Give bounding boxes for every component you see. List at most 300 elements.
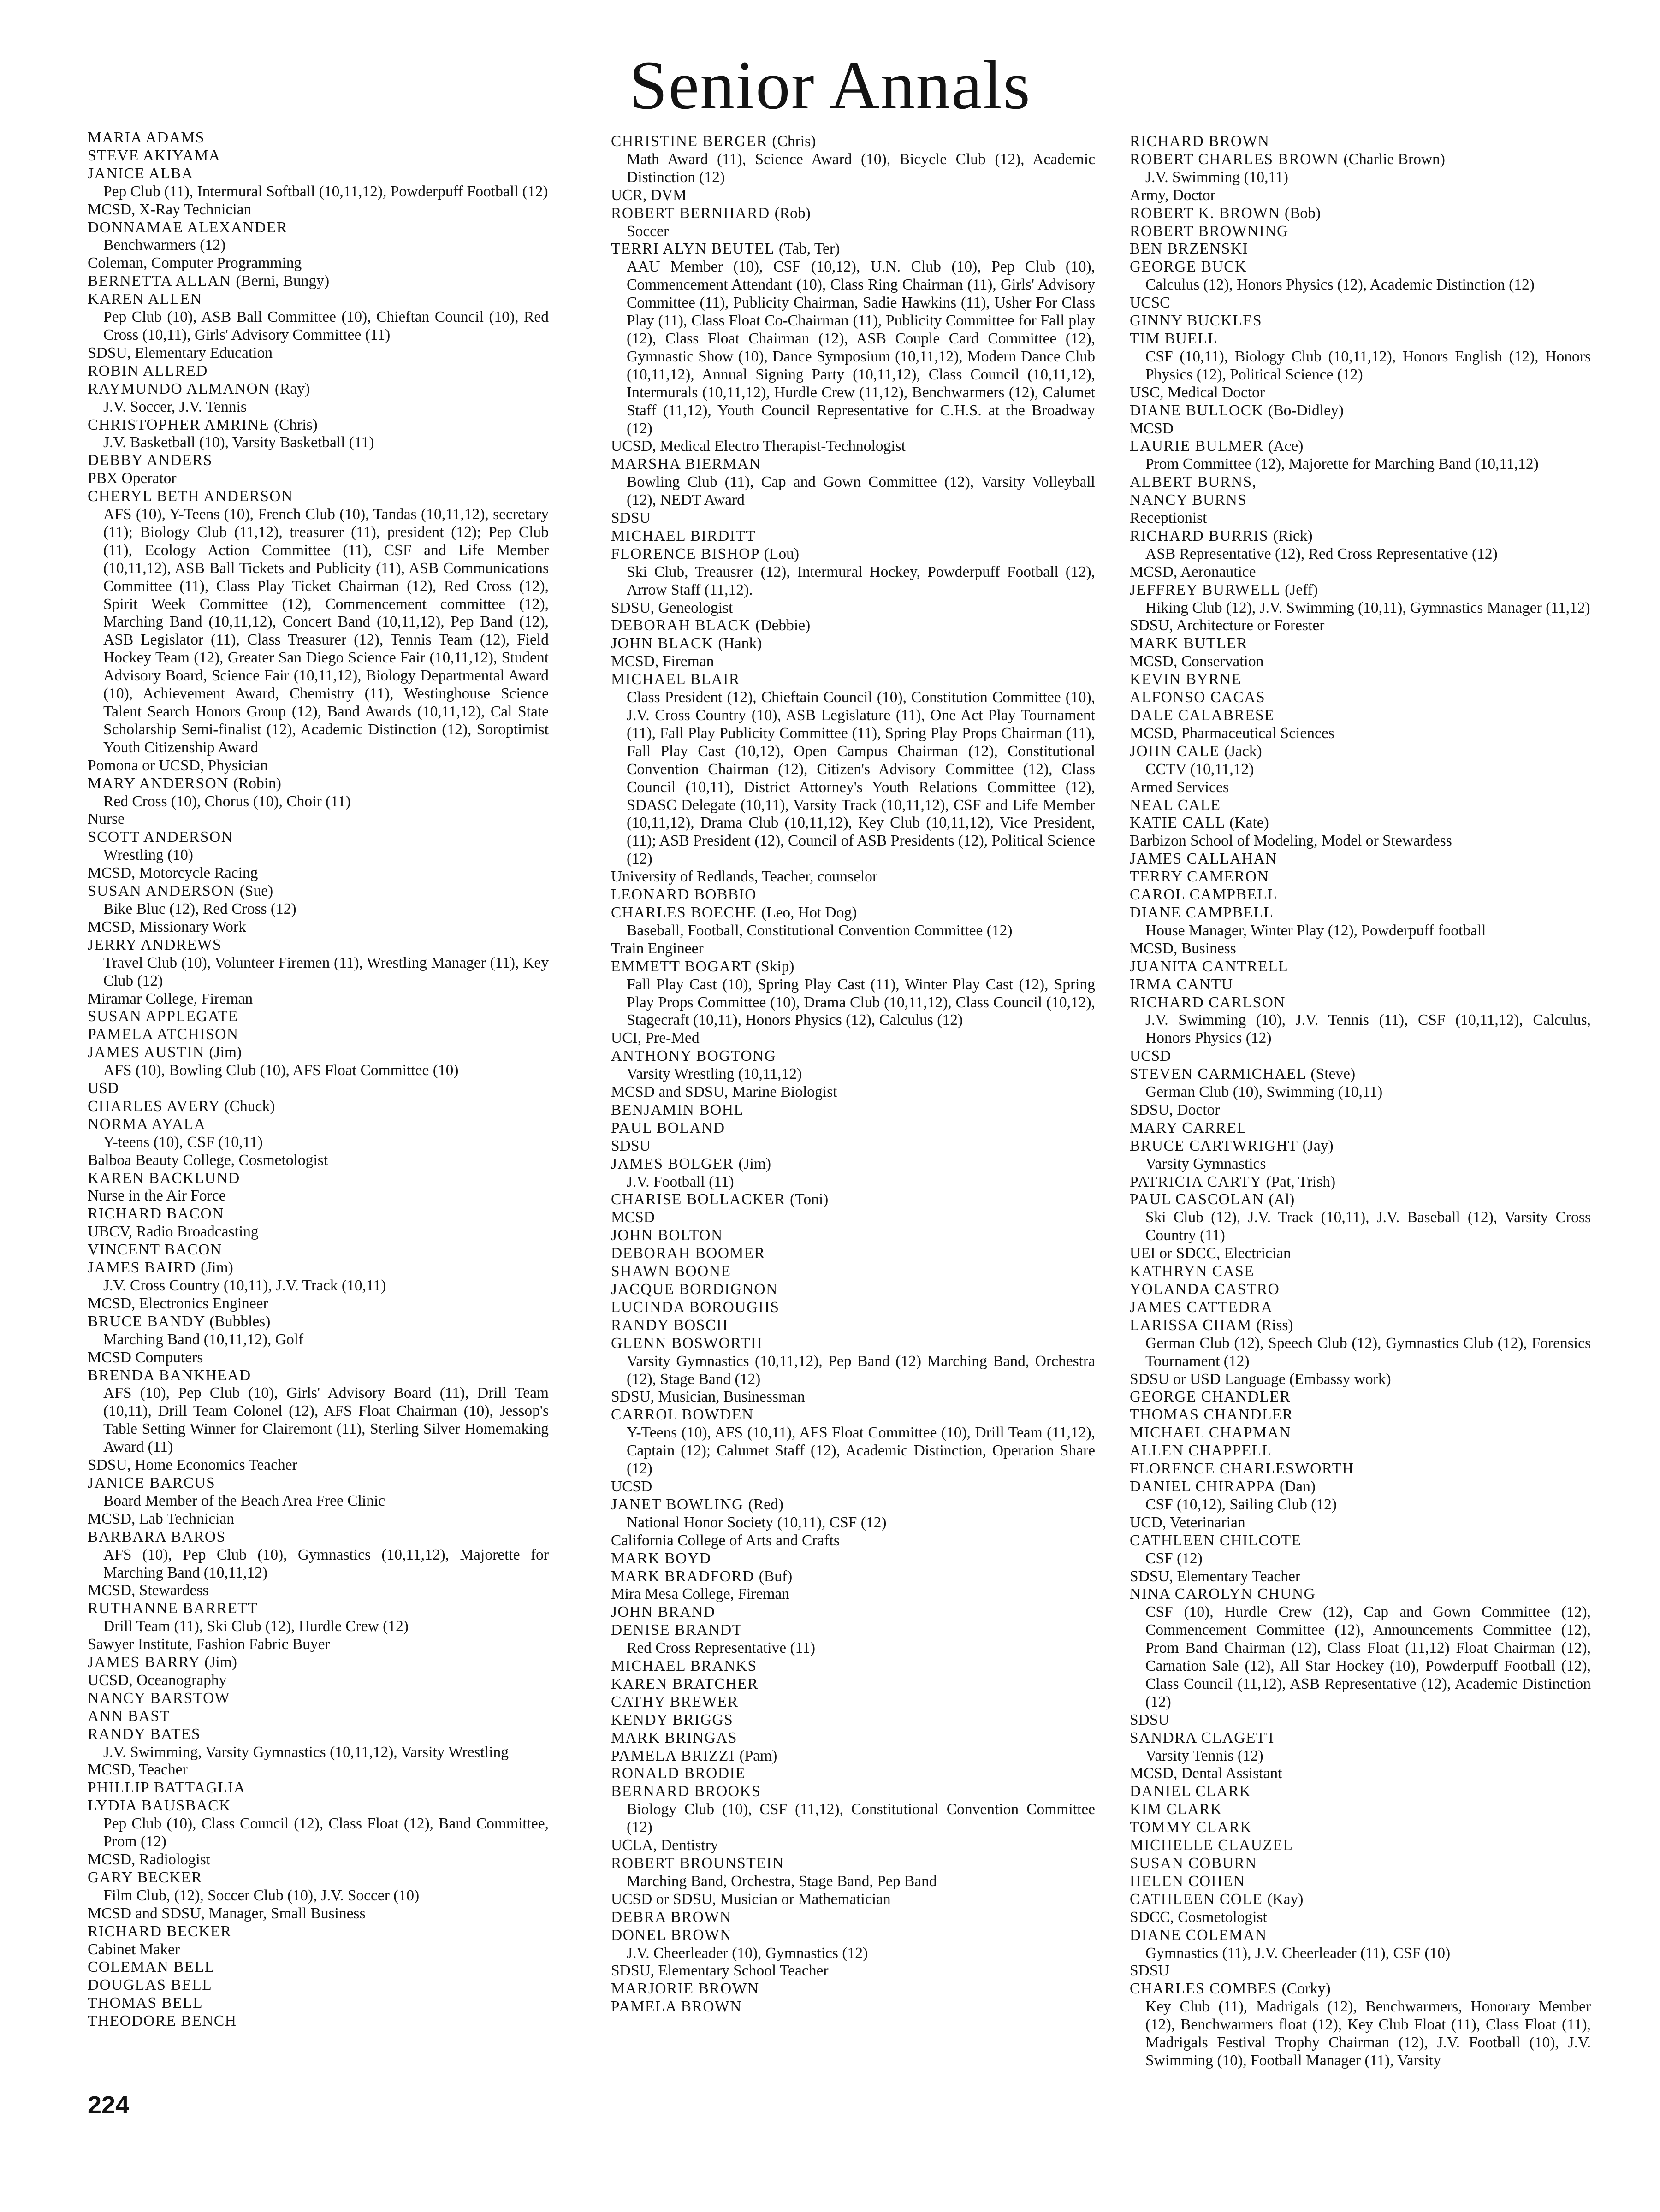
senior-entry [611,1729,1095,1747]
senior-name-line [611,886,1095,904]
senior-entry [611,1747,1095,1765]
senior-name: MARK BOYD [611,1550,711,1567]
senior-name: DIANE CAMPBELL [1130,904,1274,921]
senior-name: KAREN BACKLUND [88,1169,240,1187]
senior-activities: CCTV (10,11,12) [1145,760,1254,778]
senior-activities: Bowling Club (11), Cap and Gown Committee (12), Varsity Volleyball (12), NEDT Award [627,473,1095,509]
senior-name: DEBRA BROWN [611,1908,732,1926]
senior-activities: Varsity Gymnastics [1145,1155,1266,1172]
senior-name: MICHAEL BRANKS [611,1657,757,1675]
senior-activities: J.V. Cheerleader (10), Gymnastics (12) [627,1944,868,1962]
senior-name-line [1130,1442,1591,1460]
senior-name: FLORENCE CHARLESWORTH [1130,1460,1354,1478]
senior-entry [88,1654,549,1690]
senior-activities: Y-Teens (10), AFS (10,11), AFS Float Committee (10), Drill Team (11,12), Captain (12); Calumet Staff (12), Academic Distinction, Operation Share (12) [627,1424,1095,1478]
senior-entry [88,936,549,1008]
senior-entry [88,1008,549,1026]
senior-plans: SDSU [611,509,651,527]
senior-plans: Army, Doctor [1130,186,1215,204]
senior-nickname: (Chris) [772,133,816,150]
column-3 [1130,133,1591,2070]
senior-plans: UBCV, Radio Broadcasting [88,1223,259,1241]
senior-activities: J.V. Basketball (10), Varsity Basketball (11) [103,434,374,451]
senior-plans: UCSD or SDSU, Musician or Mathematician [611,1890,891,1908]
senior-entry [1130,635,1591,671]
senior-activities: Marching Band (10,11,12), Golf [103,1331,304,1348]
senior-name-line [1130,671,1591,689]
senior-name-line [611,1927,1095,1945]
senior-entry [88,1528,549,1600]
senior-entry [611,205,1095,241]
senior-name: JUANITA CANTRELL [1130,958,1289,975]
senior-name-line [88,416,549,434]
senior-name: CHARLES COMBES [1130,1980,1277,1998]
senior-name-line [611,205,1095,223]
senior-entry [611,1406,1095,1496]
senior-entry [611,958,1095,1048]
senior-entry [88,380,549,416]
senior-name-line [1130,223,1591,241]
senior-entry [88,1259,549,1313]
senior-activities: Pep Club (10), ASB Ball Committee (10), Chieftan Council (10), Red Cross (10,11), Girls' Advisory Committee (11) [103,308,549,343]
senior-entry [611,1568,1095,1604]
senior-plans: SDSU, Elementary School Teacher [611,1962,829,1980]
senior-name: BRENDA BANKHEAD [88,1366,251,1384]
senior-entry [611,545,1095,617]
senior-entry [88,1726,549,1780]
senior-name: TERRY CAMERON [1130,868,1269,886]
senior-name: BARBARA BAROS [88,1528,226,1545]
senior-entry [1130,1406,1591,1424]
senior-entry [611,1855,1095,1909]
senior-activities: J.V. Swimming (10), J.V. Tennis (11), CSF (10,11,12), Calculus, Honors Physics (12) [1145,1011,1591,1047]
senior-entry [611,1119,1095,1155]
senior-name-line [88,1779,549,1797]
senior-activities: Pep Club (11), Intermural Softball (10,11,12), Powderpuff Football (12) [103,183,548,200]
senior-name: CHARISE BOLLACKER [611,1191,786,1208]
senior-nickname: (Lou) [764,545,800,562]
senior-nickname: (Bo-Didley) [1268,402,1344,419]
senior-name-line [1130,1317,1591,1335]
senior-activities: Wrestling (10) [103,846,193,864]
senior-plans: SDSU, Home Economics Teacher [88,1456,297,1474]
senior-name-line [88,1994,549,2012]
senior-name-line [611,1191,1095,1209]
senior-nickname: (Bob) [1284,204,1321,222]
senior-name-line [611,1693,1095,1711]
senior-name: ALLEN CHAPPELL [1130,1442,1272,1460]
senior-plans: MCSD [611,1209,655,1226]
senior-name: ROBERT BROWNING [1130,222,1289,240]
senior-plans: SDSU, Geneologist [611,599,733,616]
senior-activities: Key Club (11), Madrigals (12), Benchwarmers, Honorary Member (12), Benchwarmers float (12), Key Club Float (11), Class Float (11), Madrigals Festival Trophy Chairman (12), J.V. Football (10), J.V. Swimming (10), Football Manager (11), Varsity [1145,1998,1591,2069]
senior-entry [611,886,1095,904]
senior-name: KENDY BRIGGS [611,1711,734,1728]
senior-name: MARY ANDERSON [88,775,229,792]
senior-name-line [88,272,549,290]
senior-entry [88,2012,549,2030]
senior-plans: MCSD, Conservation [1130,653,1264,670]
senior-name-line [611,1496,1095,1514]
senior-name: CATHY BREWER [611,1693,739,1710]
senior-entry [611,1980,1095,1998]
senior-activities: Bike Bluc (12), Red Cross (12) [103,900,296,917]
senior-name: ANTHONY BOGTONG [611,1047,777,1065]
senior-name-line [611,1998,1095,2016]
senior-entry [1130,958,1591,976]
senior-name: CHERYL BETH ANDERSON [88,488,293,505]
senior-name: DONEL BROWN [611,1926,732,1944]
senior-name: DALE CALABRESE [1130,707,1275,724]
senior-plans: Receptionist [1130,509,1207,527]
senior-plans: UCR, DVM [611,186,687,204]
senior-name-line [611,1317,1095,1335]
senior-name-line [611,1245,1095,1263]
senior-plans: SDSU, Doctor [1130,1101,1220,1118]
senior-name: RUTHANNE BARRETT [88,1600,258,1617]
senior-activities: CSF (10,12), Sailing Club (12) [1145,1496,1337,1513]
senior-name: MICHAEL CHAPMAN [1130,1424,1291,1442]
senior-entry [1130,312,1591,330]
senior-entry [611,1263,1095,1281]
senior-entry [88,165,549,219]
senior-name-line [1130,1065,1591,1083]
senior-entry [1130,671,1591,689]
senior-activities: Baseball, Football, Constitutional Convention Committee (12) [627,922,1013,939]
senior-nickname: (Bubbles) [209,1313,271,1330]
senior-name-line [1130,1801,1591,1819]
senior-entry [88,1241,549,1259]
senior-entry [1130,1299,1591,1317]
senior-name-line [1130,473,1591,491]
senior-plans: Mira Mesa College, Fireman [611,1585,790,1603]
senior-plans: MCSD, Pharmaceutical Sciences [1130,724,1334,742]
senior-name-line [611,240,1095,258]
senior-entry [611,1998,1095,2016]
senior-entry [611,1299,1095,1317]
senior-entry [1130,1442,1591,1460]
senior-name: CHARLES BOECHE [611,904,757,921]
senior-name-line [1130,689,1591,707]
senior-activities: AFS (10), Pep Club (10), Girls' Advisory Board (11), Drill Team (10,11), Drill Team Colonel (12), AFS Float Chairman (10), Jessop's Table Setting Winner for Clairemont (11), Sterling Silver Homemaking Award (11) [103,1384,549,1456]
senior-name: RICHARD CARLSON [1130,994,1286,1011]
senior-activities: Y-teens (10), CSF (10,11) [103,1133,263,1151]
senior-name: STEVEN CARMICHAEL [1130,1065,1306,1083]
senior-activities: German Club (12), Speech Club (12), Gymnastics Club (12), Forensics Tournament (12) [1145,1334,1591,1370]
senior-activities: Fall Play Cast (10), Spring Play Cast (11), Winter Play Cast (12), Spring Play Props Committee (10), Drama Club (10,11,12), Class Council (10,12), Stagecraft (10,11), Honors Physics (12), Calculus (12) [627,976,1095,1029]
senior-name: SUSAN APPLEGATE [88,1008,238,1025]
senior-activities: German Club (10), Swimming (10,11) [1145,1083,1383,1101]
senior-entry [1130,330,1591,402]
senior-nickname: (Red) [748,1496,783,1513]
senior-entry [1130,689,1591,707]
senior-name-line [88,1474,549,1492]
senior-name-line [1130,1424,1591,1442]
senior-name-line [611,133,1095,151]
senior-name-line [1130,1281,1591,1299]
senior-plans: MCSD, Business [1130,940,1236,957]
senior-name: IRMA CANTU [1130,976,1233,993]
senior-entry [611,240,1095,455]
senior-activities: Board Member of the Beach Area Free Clinic [103,1492,385,1509]
senior-entry [88,1797,549,1869]
senior-entry [1130,1927,1591,1981]
senior-entry [88,775,549,829]
senior-activities: J.V. Soccer, J.V. Tennis [103,398,247,415]
senior-name-line [1130,1406,1591,1424]
senior-entry [88,1116,549,1170]
senior-activities: Travel Club (10), Volunteer Firemen (11), Wrestling Manager (11), Key Club (12) [103,954,549,989]
senior-entry [1130,1837,1591,1855]
senior-name-line [611,1299,1095,1317]
senior-activities: Class President (12), Chieftain Council (10), Constitution Committee (10), J.V. Cross Country (10), ASB Legislature (11), One Act Play Tournament (11), Fall Play Publicity Committee (11), Spring Play Props Chairman (11), Fall Play Cast (10,12), Open Campus Chairman (12), Constitutional Convention Chairman (12), Citizen's Advisory Committee (12), Class Council (10,11), District Attorney's Youth Relations Committee (12), SDASC Delegate (10,11), Varsity Track (10,11,12), CSF and Life Member (10,11,12), Drama Club (10,11,12), Key Club (10,11,12), Vice President, (11); ASB President (12), Council of ASB Presidents (12), Political Science (12) [627,689,1095,868]
senior-name-line [88,1600,549,1618]
senior-name-line [611,1119,1095,1137]
senior-entry [88,147,549,165]
senior-name-line [88,452,549,470]
senior-name-line [88,1205,549,1223]
senior-entry [1130,1119,1591,1137]
senior-entry [611,1191,1095,1227]
senior-name: MARK BRINGAS [611,1729,737,1746]
senior-name: TERRI ALYN BEUTEL [611,240,775,258]
senior-entry [88,1690,549,1708]
senior-entry [88,1779,549,1797]
senior-entry [88,1098,549,1116]
senior-name: PATRICIA CARTY [1130,1173,1262,1190]
senior-nickname: (Rick) [1273,527,1313,544]
senior-entry [88,828,549,882]
senior-plans: UCSC [1130,294,1170,312]
senior-name-line [1130,1729,1591,1747]
senior-name-line [1130,994,1591,1012]
senior-name: RONALD BRODIE [611,1765,746,1782]
senior-nickname: (Jim) [201,1259,233,1277]
senior-entry [611,1245,1095,1263]
senior-name-line [611,1335,1095,1353]
senior-entry [1130,1855,1591,1873]
senior-entry [88,1044,549,1098]
senior-entry [1130,402,1591,438]
senior-plans: Miramar College, Fireman [88,990,253,1007]
senior-activities: Math Award (11), Science Award (10), Bicycle Club (12), Academic Distinction (12) [627,150,1095,186]
senior-activities: AFS (10), Y-Teens (10), French Club (10), Tandas (10,11,12), secretary (11); Biology Club (11,12), treasurer (11), president (12); Pep Club (11), Ecology Action Committee (11), CSF and Life Member (10,11,12), ASB Ball Tickets and Publicity (11), ASB Communications Committee (11), Class Play Ticket Chairman (12), Red Cross (12), Spirit Week Committee (12), Commencement committee (12), Marching Band (10,11,12), Concert Band (10,11,12), Pep Band (12), ASB Legislator (11), Class Treasurer (12), Tennis Team (12), Field Hockey Team (12), Greater San Diego Science Fair (10,11,12), Student Advisory Board, Science Fair (10,11,12), Biology Departmental Award (10), Achievement Award, Chemistry (11), Westinghouse Science Talent Search Honors Group (12), Band Awards (10,11,12), Cal State Scholarship Semi-finalist (12), Academic Distinction (12), Soroptimist Youth Citizenship Award [103,506,549,756]
senior-entry [1130,904,1591,958]
senior-name-line [1130,850,1591,868]
senior-nickname: (Pat, Trish) [1266,1173,1336,1190]
senior-name: SHAWN BOONE [611,1263,731,1280]
senior-nickname: (Sue) [239,882,273,900]
senior-name: JOHN BOLTON [611,1227,723,1244]
senior-nickname: (Kate) [1229,814,1269,832]
senior-plans: Armed Services [1130,778,1229,796]
senior-entry [88,1205,549,1241]
senior-plans: MCSD, Radiologist [88,1851,211,1868]
senior-entry [611,671,1095,886]
senior-name-line [611,904,1095,922]
senior-name-line [88,1869,549,1887]
senior-name-line [88,936,549,954]
senior-entry [1130,797,1591,815]
senior-name: BERNARD BROOKS [611,1783,761,1800]
senior-name-line [88,775,549,793]
senior-name-line [88,2012,549,2030]
senior-name-line [1130,886,1591,904]
senior-nickname: (Jay) [1302,1137,1334,1154]
senior-name: JEFFREY BURWELL [1130,581,1281,598]
senior-entry [611,1657,1095,1675]
senior-entry [611,1675,1095,1693]
senior-nickname: (Jack) [1224,742,1262,760]
senior-plans: USC, Medical Doctor [1130,384,1265,401]
senior-nickname: (Hank) [718,635,762,652]
senior-entry [88,1313,549,1367]
senior-name: MARK BRADFORD [611,1567,754,1585]
senior-nickname: (Robin) [233,775,281,792]
senior-name: YOLANDA CASTRO [1130,1281,1280,1298]
senior-plans: Nurse in the Air Force [88,1187,226,1205]
senior-plans: UCSD, Oceanography [88,1671,227,1689]
senior-entry [1130,151,1591,205]
senior-name-line [1130,581,1591,599]
senior-activities: Varsity Gymnastics (10,11,12), Pep Band (12) Marching Band, Orchestra (12), Stage Band (12) [627,1352,1095,1388]
senior-name: NANCY BURNS [1130,491,1247,509]
senior-entry [611,1335,1095,1407]
senior-entry [1130,1819,1591,1837]
senior-plans: MCSD, Dental Assistant [1130,1765,1282,1782]
senior-plans: SDSU, Elementary Teacher [1130,1567,1301,1585]
senior-name: MARIA ADAMS [88,129,205,146]
page-number: 224 [88,2091,130,2119]
senior-name-line [88,488,549,506]
senior-plans: MCSD, Missionary Work [88,918,246,935]
senior-name-line [88,1797,549,1815]
senior-activities: J.V. Cross Country (10,11), J.V. Track (10,11) [103,1277,386,1294]
senior-entry [1130,976,1591,994]
senior-activities: CSF (12) [1145,1550,1203,1567]
senior-plans: SDCC, Cosmetologist [1130,1908,1267,1926]
senior-entry [88,452,549,488]
senior-entry [1130,850,1591,868]
senior-activities: Ski Club, Treausrer (12), Intermural Hockey, Powderpuff Football (12), Arrow Staff (11,12). [627,563,1095,598]
senior-name: BEN BRZENSKI [1130,240,1249,258]
senior-name-line [611,958,1095,976]
senior-plans: UEI or SDCC, Electrician [1130,1245,1291,1262]
senior-activities: AAU Member (10), CSF (10,12), U.N. Club (10), Pep Club (10), Commencement Attendant (10), Class Ring Chairman (11), Girls' Advisory Committee (11), Publicity Chairman, Sadie Hawkins (11), Usher For Class Play (11), Class Float Co-Chairman (11), Publicity Committee for Fall play (12), Class Float Chairman (12), ASB Couple Card Committee (12), Gymnastic Show (10), Dance Symposium (10,11,12), Modern Dance Club (10,11,12), Annual Signing Party (10,11,12), Class Council (10,11,12), Intermurals (10,11,12), Hurdle Crew (11,12), Benchwarmers (12), Calumet Staff (11,12), Youth Council Representative for C.H.S. at the Broadway (12) [627,258,1095,437]
senior-activities: Varsity Wrestling (10,11,12) [627,1065,802,1083]
senior-name-line [1130,527,1591,545]
senior-name: KATIE CALL [1130,814,1225,832]
senior-name-line [1130,1891,1591,1909]
senior-name: DIANE BULLOCK [1130,402,1264,419]
senior-name: KEVIN BYRNE [1130,671,1242,688]
senior-nickname: (Kay) [1267,1890,1304,1908]
senior-name-line [88,219,549,237]
senior-activities: Calculus (12), Honors Physics (12), Academic Distinction (12) [1145,276,1535,294]
senior-nickname: (Jim) [209,1044,242,1061]
senior-nickname: (Jim) [204,1654,237,1671]
senior-activities: Varsity Tennis (12) [1145,1747,1263,1764]
senior-entry [1130,1317,1591,1389]
senior-name-line [1130,1137,1591,1155]
senior-entry [88,416,549,452]
senior-plans: USD [88,1080,119,1097]
senior-name-line [611,1406,1095,1424]
senior-name-line [611,1909,1095,1927]
senior-name: LUCINDA BOROUGHS [611,1298,780,1316]
senior-name: KIM CLARK [1130,1801,1222,1818]
senior-entry [1130,240,1591,258]
senior-entry [1130,886,1591,904]
senior-plans: SDSU, Architecture or Forester [1130,617,1325,634]
senior-entry [1130,1585,1591,1729]
senior-name: PHILLIP BATTAGLIA [88,1779,246,1797]
senior-name-line [611,1568,1095,1586]
senior-entry [611,1603,1095,1621]
senior-plans: MCSD and SDSU, Manager, Small Business [88,1904,366,1922]
senior-plans: MCSD, Fireman [611,653,714,670]
senior-name-line [1130,151,1591,169]
senior-name-line [88,1923,549,1941]
senior-name-line [1130,1478,1591,1496]
senior-name-line [611,1227,1095,1245]
senior-name-line [611,1263,1095,1281]
senior-entry [1130,1783,1591,1801]
senior-nickname: (Debbie) [755,617,811,634]
senior-nickname: (Tab, Ter) [778,240,840,258]
senior-plans: Sawyer Institute, Fashion Fabric Buyer [88,1636,330,1653]
senior-name: PAMELA BROWN [611,1998,742,2016]
senior-name: CHARLES AVERY [88,1097,220,1115]
senior-name: ROBERT K. BROWN [1130,204,1281,222]
senior-name-line [1130,1980,1591,1998]
senior-entry [611,1711,1095,1729]
senior-name: JAMES BAIRD [88,1259,196,1277]
senior-name-line [1130,814,1591,832]
senior-activities: Drill Team (11), Ski Club (12), Hurdle Crew (12) [103,1618,409,1635]
senior-activities: AFS (10), Pep Club (10), Gymnastics (10,11,12), Majorette for Marching Band (10,11,12) [103,1546,549,1581]
senior-entry [88,219,549,273]
senior-name-line [1130,868,1591,886]
senior-entry [88,1367,549,1474]
senior-activities: Red Cross (10), Chorus (10), Choir (11) [103,793,351,810]
senior-entry [1130,1065,1591,1119]
senior-name: LEONARD BOBBIO [611,886,757,904]
senior-name-line [611,1783,1095,1801]
senior-name: LARISSA CHAM [1130,1316,1252,1334]
senior-entry [611,1155,1095,1191]
senior-entry [1130,1478,1591,1532]
column-1 [88,129,549,2030]
page-title: Senior Annals [629,47,1031,124]
senior-entry [611,455,1095,527]
senior-name: BERNETTA ALLAN [88,272,231,290]
senior-name: KATHRYN CASE [1130,1263,1255,1280]
senior-name: DEBORAH BLACK [611,617,751,634]
senior-plans: MCSD and SDSU, Marine Biologist [611,1083,837,1101]
senior-activities: Red Cross Representative (11) [627,1639,816,1657]
senior-name-line [1130,1855,1591,1873]
senior-entry [1130,1424,1591,1442]
senior-name: MICHELLE CLAUZEL [1130,1837,1293,1854]
senior-name: PAUL BOLAND [611,1119,725,1136]
senior-name-line [611,1675,1095,1693]
senior-name-line [611,455,1095,473]
senior-name-line [88,129,549,147]
senior-nickname: (Leo, Hot Dog) [761,904,857,921]
senior-name-line [88,147,549,165]
senior-name-line [611,1980,1095,1998]
